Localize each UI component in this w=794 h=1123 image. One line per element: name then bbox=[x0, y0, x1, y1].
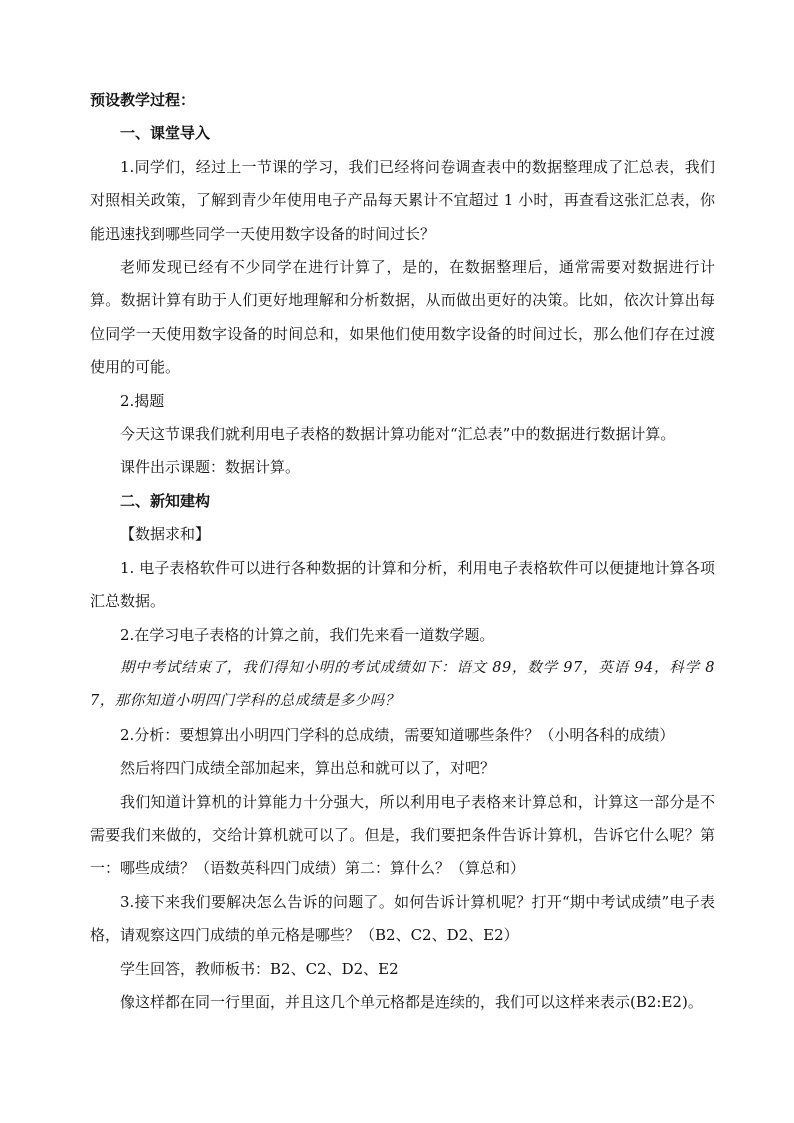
paragraph: 老师发现已经有不少同学在进行计算了，是的，在数据整理后，通常需要对数据进行计算。数据计算有助于人们更好地理解和分析数据，从而做出更好的决策。比如，依次计算出每位同学一天使用数字设备的时间总和，如果他们使用数字设备的时间过长，那么他们存在过渡使用的可能。 bbox=[90, 258, 715, 377]
paragraph: 然后将四门成绩全部加起来，算出总和就可以了，对吧？ bbox=[120, 759, 496, 778]
paragraph: 学生回答，教师板书：B2、C2、D2、E2 bbox=[120, 959, 399, 978]
document-body bbox=[90, 84, 715, 1019]
paragraph: 1. 电子表格软件可以进行各种数据的计算和分析，利用电子表格软件可以便捷地计算各项汇总数据。 bbox=[90, 558, 715, 611]
paragraph: 1.同学们，经过上一节课的学习，我们已经将问卷调查表中的数据整理成了汇总表，我们对照相关政策，了解到青少年使用电子产品每天累计不宜超过 1 小时，再查看这张汇总表，你能迅速找到哪些同学一天使用数字设备的时间过长？ bbox=[90, 157, 715, 243]
paragraph: 2.在学习电子表格的计算之前，我们先来看一道数学题。 bbox=[120, 625, 495, 644]
paragraph: 像这样都在同一行里面，并且这几个单元格都是连续的，我们可以这样来表示(B2:E2)。 bbox=[120, 992, 703, 1011]
subsection-heading-data-sum: 【数据求和】 bbox=[120, 525, 211, 544]
section-heading-new-knowledge: 二、新知建构 bbox=[120, 491, 211, 510]
section-heading-intro: 一、课堂导入 bbox=[120, 124, 211, 143]
paragraph: 2.揭题 bbox=[120, 391, 165, 410]
paragraph: 今天这节课我们就利用电子表格的数据计算功能对“汇总表”中的数据进行数据计算。 bbox=[120, 425, 676, 444]
paragraph: 课件出示课题：数据计算。 bbox=[120, 458, 301, 477]
paragraph: 我们知道计算机的计算能力十分强大，所以利用电子表格来计算总和，计算这一部分是不需要我们来做的，交给计算机就可以了。但是，我们要把条件告诉计算机，告诉它什么呢？第一：哪些成绩？（语数英科四门成绩）第二：算什么？（算总和） bbox=[90, 792, 715, 878]
paragraph: 3.接下来我们要解决怎么告诉的问题了。如何告诉计算机呢？打开“期中考试成绩”电子表格，请观察这四门成绩的单元格是哪些？（B2、C2、D2、E2） bbox=[90, 892, 715, 945]
section-heading-teaching-process: 预设教学过程： bbox=[90, 91, 196, 109]
paragraph: 2.分析：要想算出小明四门学科的总成绩，需要知道哪些条件？（小明各科的成绩） bbox=[120, 725, 675, 744]
math-problem-quote: 期中考试结束了，我们得知小明的考试成绩如下：语文 89，数学 97，英语 94，科学 87，那你知道小明四门学科的总成绩是多少吗？ bbox=[90, 659, 715, 710]
